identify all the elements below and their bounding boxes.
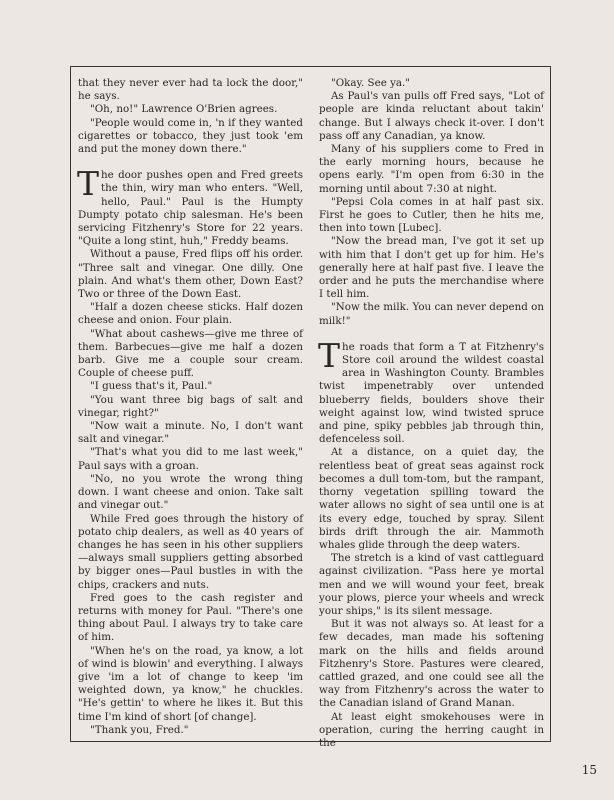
paragraph-text: "Now wait a minute. No, I don't want salt and vinegar." [78,420,303,446]
paragraph [319,446,544,552]
paragraph-text: "Thank you, Fred." [90,723,189,736]
paragraph [78,420,303,446]
paragraph [77,164,303,248]
paragraph [319,235,544,301]
paragraph [319,618,544,710]
paragraph [78,513,303,592]
paragraph-text: "People would come in, 'n if they wanted cigarettes or tobacco, they just took 'em and put the money down there." [78,116,303,156]
paragraph-text: "Oh, no!" Lawrence O'Brien agrees. [90,103,278,116]
paragraph-text: he roads that form a T at Fitzhenry's Store coil around the wildest coastal area in Washington County. Brambles twist impenetrably over untended blueberry fields, boulders shove their weight against low, wind twisted spruce and pine, spiky pebbles jab through thin, defenceless soil. [319,340,544,446]
drop-cap: T [77,164,100,204]
paragraph [319,196,544,236]
paragraph [78,645,303,724]
paragraph-text: The stretch is a kind of vast cattleguard against civilization. "Pass here ye mortal men and we will wound your feet, break your plows, pierce your wheels and wreck your ships," is its silent message. [319,552,544,617]
paragraph [319,711,544,751]
paragraph [78,248,303,301]
paragraph-text: "Half a dozen cheese sticks. Half dozen cheese and onion. Four plain. [78,301,303,327]
paragraph-text: "No, no you wrote the wrong thing down. I want cheese and onion. Take salt and vinegar out." [78,472,303,512]
paragraph [78,394,303,420]
paragraph [319,552,544,618]
paragraph [78,117,303,157]
paragraph-text: At least eight smokehouses were in operation, curing the herring caught in the [319,710,544,749]
paragraph [78,328,303,381]
drop-cap: T [318,335,341,375]
paragraph-text: "When he's on the road, ya know, a lot of wind is blowin' and everything. I always give 'im a lot of change to keep 'im weighted down, ya know," he chuckles. "He's gettin' to where he likes it. But this time I'm kind of short [of change]. [78,644,303,723]
article-frame [70,66,551,749]
paragraph [78,473,303,513]
paragraph-text: As Paul's van pulls off Fred says, "Lot of people are kinda reluctant about takin' change. But I always check it-over. I don't pass off any Canadian, ya know. [319,90,544,142]
paragraph-text: Fred goes to the cash register and returns with money for Paul. "There's one thing about Paul. I always try to take care of him. [78,591,303,644]
paragraph [319,77,544,90]
left-column [78,77,303,737]
paragraph-text: But it was not always so. At least for a few decades, man made his softening mark on the hills and fields around Fitzhenry's Store. Pastures were cleared, cattled grazed, and one could see all the way from Fitzhenry's across the water to the Canadian island of Grand Manan. [319,618,544,710]
paragraph-text: "That's what you did to me last week," Paul says with a groan. [78,446,303,472]
paragraph-text: that they never ever had ta lock the door," he says. [78,77,303,103]
paragraph [318,335,544,447]
paragraph [78,724,303,737]
paragraph-text: "Now the milk. You can never depend on milk!" [319,301,544,327]
paragraph-text: Without a pause, Fred flips off his order. "Three salt and vinegar. One dilly. One plain. And what's them other, Down East? Two or three of the Down East. [78,248,303,301]
section-break [319,328,544,341]
paragraph-text: "Okay. See ya." [331,77,411,89]
paragraph [78,592,303,645]
paragraph-text: "You want three big bags of salt and vinegar, right?" [78,393,303,419]
paragraph [78,446,303,472]
paragraph [319,90,544,143]
paragraph-text: he door pushes open and Fred greets the thin, wiry man who enters. "Well, hello, Paul." Paul is the Humpty Dumpty potato chip salesman. He's been servicing Fitzhenry's Store for 22 years. "Quite a long stint, huh," Freddy beams. [78,169,303,248]
section-break [78,156,303,169]
paragraph-text: Many of his suppliers come to Fred in the early morning hours, because he opens early. "I'm open from 6:30 in the morning until about 7:30 at night. [319,143,544,195]
right-column [319,77,544,750]
paragraph-text: "I guess that's it, Paul." [90,380,213,393]
paragraph-text: "Pepsi Cola comes in at half past six. First he goes to Cutler, then he hits me, then into town [Lubec]. [319,195,544,235]
paragraph-text: "Now the bread man, I've got it set up with him that I don't get up for him. He's generally here at half past five. I leave the order and he puts the merchandise where I tell him. [319,235,544,301]
paragraph-text: "What about cashews—give me three of them. Barbecues—give me half a dozen barb. Give me a couple sour cream. Couple of cheese puff. [78,327,303,380]
paragraph-text: At a distance, on a quiet day, the relentless beat of great seas against rock becomes a dull tom-tom, but the rampant, thorny vegetation spilling toward the water allows no sight of sea until one is at its every edge, touched by spray. Silent birds drift through the air. Mammoth whales glide through the deep waters. [319,446,544,551]
paragraph-text: While Fred goes through the history of potato chip dealers, as well as 40 years of changes he has seen in his other suppliers—always small suppliers getting absorbed by bigger ones—Paul bustles in with the chips, crackers and nuts. [78,512,303,591]
paragraph [78,77,303,103]
paragraph [78,301,303,327]
paragraph [319,301,544,327]
page-number: 15 [581,763,597,777]
paragraph [319,143,544,196]
paragraph [78,380,303,393]
paragraph [78,103,303,116]
